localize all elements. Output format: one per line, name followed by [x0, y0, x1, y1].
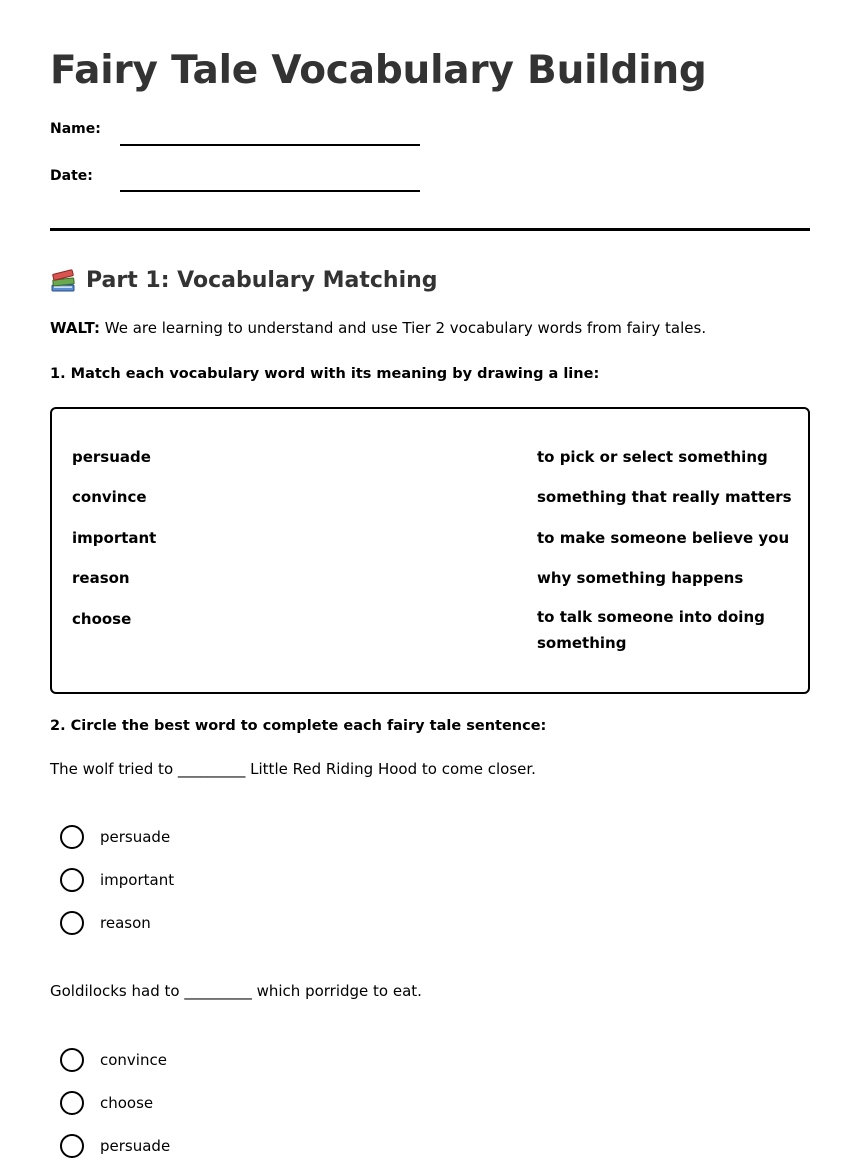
vocab-meaning: to talk someone into doing something: [537, 608, 765, 652]
radio-circle[interactable]: [60, 868, 84, 892]
vocab-word: important: [72, 529, 157, 547]
fill-in-sentence: Goldilocks had to _________ which porridge to eat.: [50, 982, 422, 1000]
answer-option[interactable]: [60, 825, 170, 849]
vocab-word: persuade: [72, 448, 151, 466]
name-label: Name:: [50, 121, 101, 137]
vocab-meaning: something that really matters: [537, 488, 792, 506]
vocab-word: convince: [72, 488, 147, 506]
answer-option[interactable]: [60, 1134, 170, 1158]
books-icon: [50, 267, 76, 293]
answer-option[interactable]: [60, 1091, 153, 1115]
part1-heading: [50, 267, 438, 293]
fill-in-sentence: The wolf tried to _________ Little Red Riding Hood to come closer.: [50, 760, 536, 778]
radio-circle[interactable]: [60, 1134, 84, 1158]
date-field[interactable]: [120, 190, 420, 192]
option-label: choose: [100, 1094, 154, 1112]
answer-option[interactable]: [60, 911, 151, 935]
vocab-meaning: to make someone believe you: [537, 529, 790, 547]
option-label: convince: [100, 1051, 167, 1069]
vocab-word: choose: [72, 610, 132, 628]
option-label: reason: [100, 914, 151, 932]
question2-prompt: 2. Circle the best word to complete each fairy tale sentence:: [50, 718, 547, 734]
divider: [50, 228, 810, 231]
radio-circle[interactable]: [60, 911, 84, 935]
radio-circle[interactable]: [60, 825, 84, 849]
radio-circle[interactable]: [60, 1048, 84, 1072]
option-label: persuade: [100, 828, 171, 846]
walt-label: WALT:: [50, 319, 100, 337]
question1-prompt: 1. Match each vocabulary word with its meaning by drawing a line:: [50, 366, 600, 382]
option-label: important: [100, 871, 175, 889]
option-label: persuade: [100, 1137, 171, 1155]
part1-heading-text: Part 1: Vocabulary Matching: [86, 267, 438, 293]
date-label: Date:: [50, 168, 93, 184]
vocab-meaning: to pick or select something: [537, 448, 768, 466]
worksheet-title: Fairy Tale Vocabulary Building: [50, 48, 707, 93]
radio-circle[interactable]: [60, 1091, 84, 1115]
vocab-meaning: why something happens: [537, 569, 744, 587]
walt-statement: [50, 319, 706, 337]
answer-option[interactable]: [60, 1048, 167, 1072]
vocab-word: reason: [72, 569, 130, 587]
walt-text: We are learning to understand and use Tier 2 vocabulary words from fairy tales.: [104, 319, 707, 337]
answer-option[interactable]: [60, 868, 174, 892]
name-field[interactable]: [120, 144, 420, 146]
